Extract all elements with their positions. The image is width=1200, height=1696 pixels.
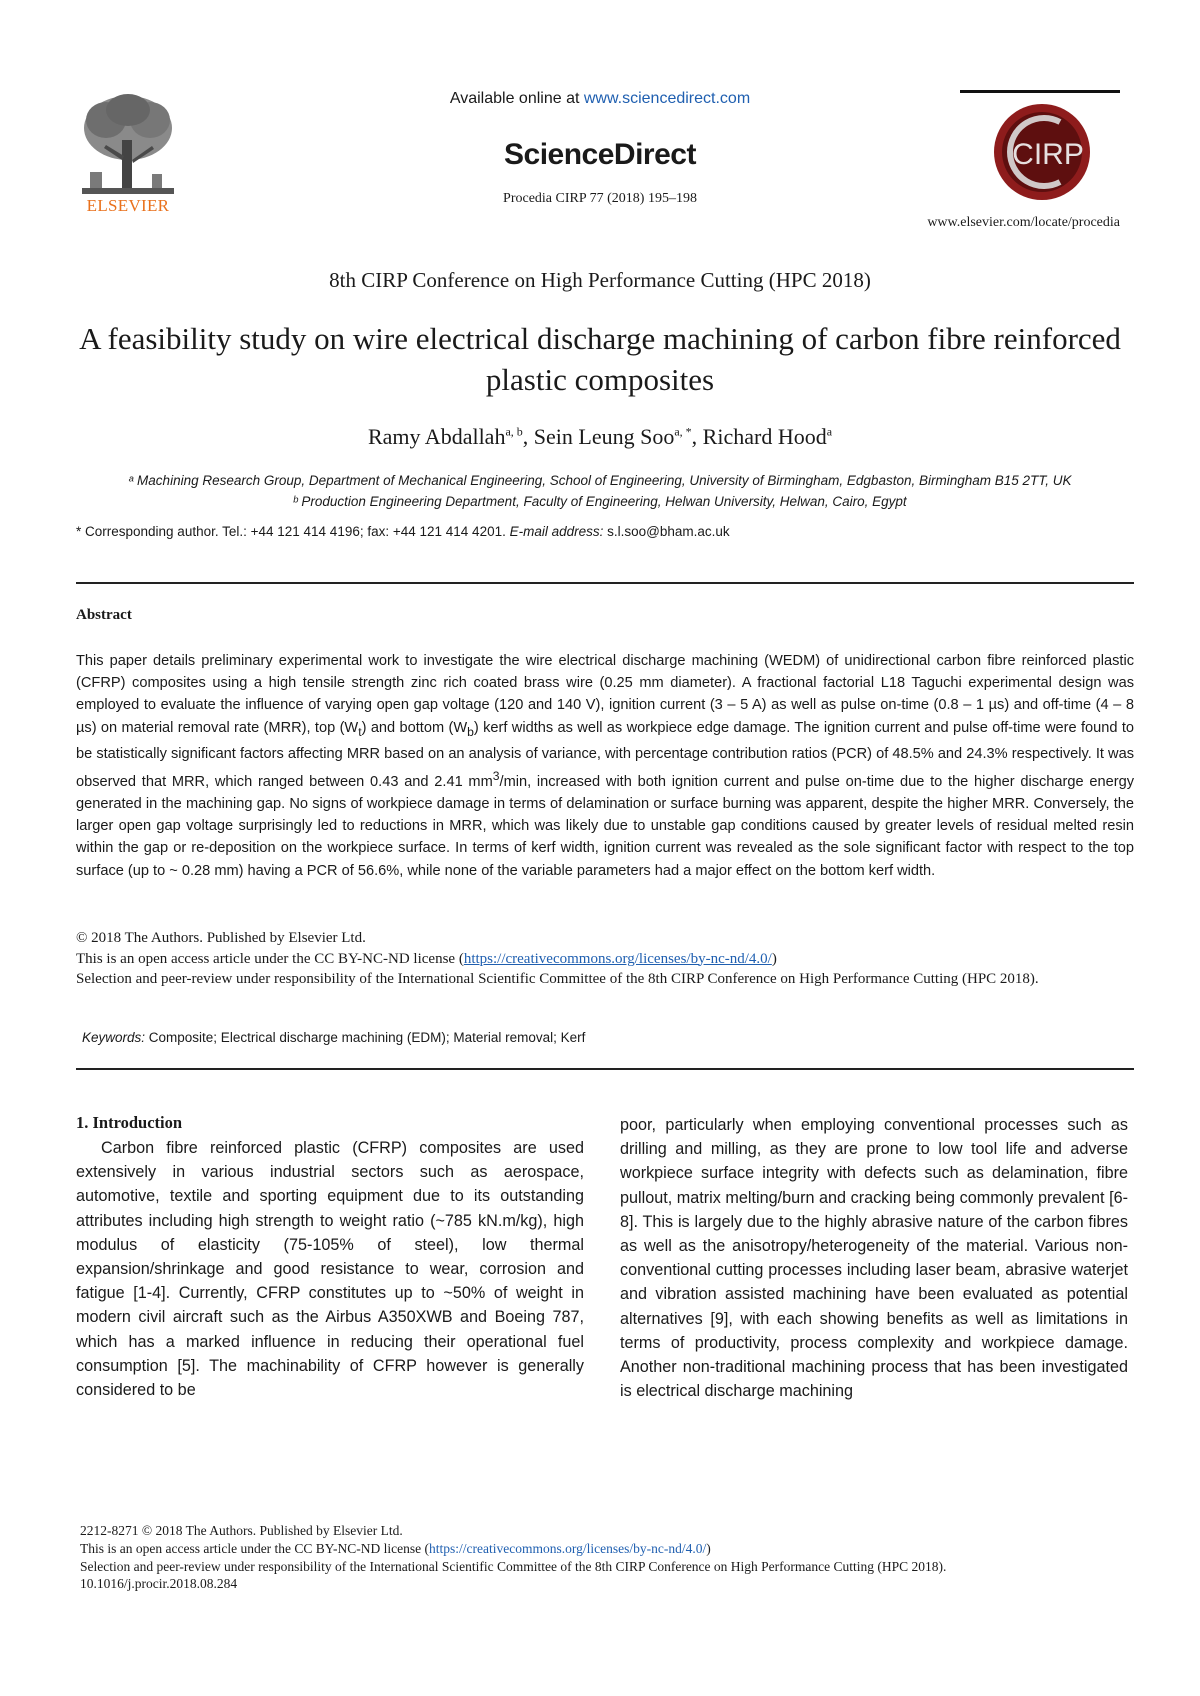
cirp-logo-text: CIRP [1012, 138, 1084, 171]
corresponding-details: * Corresponding author. Tel.: +44 121 414 4196; fax: +44 121 414 4201. [76, 524, 510, 539]
section-rule-top [76, 582, 1134, 584]
peer-review-line: Selection and peer-review under responsibility of the International Scientific Committee of the 8th CIRP Conference on High Performance Cutting (HPC 2018). [76, 971, 1039, 987]
abstract-part: This paper details preliminary experimental work to investigate the wire electrical discharge machining (WEDM) of unidirectional carbon fibre reinforced plastic (CFRP) composites using a high tensile strength zinc rich coated brass wire (0.25 mm diameter). A fractional factorial L18 Taguchi experimental design was employed to evaluate the influence of varying open gap voltage (120 and 140 V), ignition current (3 – 5 A) as well as pulse on-time (0.8 – 1 µs) and off-time (4 – 8 µs) on material removal rate (MRR), top (W [76, 653, 1134, 736]
abstract-text [76, 650, 1134, 882]
author-name: Ramy Abdallah [367, 424, 506, 449]
email-address[interactable]: s.l.soo@bham.ac.uk [603, 524, 730, 539]
keywords-list: Composite; Electrical discharge machining (EDM); Material removal; Kerf [145, 1030, 586, 1045]
author-affiliation-mark: a [826, 424, 833, 439]
footer-license-line [80, 1540, 1130, 1558]
abstract-heading: Abstract [76, 607, 132, 623]
abstract-part: ) kerf widths as well as workpiece edge damage. The ignition current and pulse off-time were found to be statistically significant factors affecting MRR based on an analysis of variance, with percentage contribution ratios (PCR) of 48.5% and 24.3% respectively. It was observed that MRR, which ranged between 0.43 and 2.41 mm [76, 719, 1134, 790]
footer-license-link[interactable]: https://creativecommons.org/licenses/by-nc-nd/4.0/ [429, 1540, 707, 1556]
footer-license-prefix: This is an open access article under the CC BY-NC-ND license ( [80, 1540, 430, 1556]
subscript-t: t [358, 724, 362, 739]
email-label: E-mail address: [509, 524, 604, 539]
cirp-top-rule [960, 90, 1120, 93]
license-link[interactable]: https://creativecommons.org/licenses/by-nc-nd/4.0/ [463, 950, 772, 967]
affiliation-b: ᵇ Production Engineering Department, Faculty of Engineering, Helwan University, Helwan, Cairo, Egypt [293, 494, 907, 509]
keywords-label: Keywords: [82, 1030, 146, 1045]
conference-name: 8th CIRP Conference on High Performance Cutting (HPC 2018) [329, 268, 871, 292]
available-prefix: Available online at [449, 90, 584, 107]
body-column-right: poor, particularly when employing conventional processes such as drilling and milling, as they are prone to low tool life and adverse workpiece surface integrity with defects such as delamination, fibre pullout, matrix melting/burn and cracking being commonly prevalent [6-8]. This is largely due to the highly abrasive nature of the carbon fibres as well as the anisotropy/heterogeneity of the material. Various non-conventional cutting processes including laser beam, abrasive waterjet and vibration assisted machining have been evaluated as potential alternatives [9], with each showing benefits as well as limitations in terms of productivity, process complexity and workpiece damage. Another non-traditional machining process that has been investigated is electrical discharge machining [620, 1116, 1128, 1401]
footer-block [80, 1522, 1130, 1593]
sciencedirect-link[interactable]: www.sciencedirect.com [583, 90, 751, 107]
subscript-b: b [467, 724, 474, 739]
section-heading-introduction: 1. Introduction [76, 1113, 183, 1132]
author-name: Sein Leung Soo [533, 424, 675, 449]
corresponding-author [76, 524, 1124, 539]
abstract-part: ) and bottom (W [361, 719, 468, 736]
elsevier-wordmark: ELSEVIER [86, 196, 170, 215]
footer-license-suffix: ) [706, 1540, 711, 1556]
author-list [76, 424, 1124, 450]
paper-title: A feasibility study on wire electrical discharge machining of carbon fibre reinforced plastic composites [79, 321, 1121, 397]
author-separator: , [522, 424, 534, 449]
author-name: Richard Hood [702, 424, 827, 449]
author-separator: , [691, 424, 703, 449]
license-suffix: ) [771, 950, 777, 967]
copyright-line: © 2018 The Authors. Published by Elsevier Ltd. [76, 930, 366, 946]
copyright-block [76, 928, 1134, 990]
issn-line: 2212-8271 © 2018 The Authors. Published by Elsevier Ltd. [80, 1523, 403, 1538]
license-line [76, 949, 1134, 970]
affiliation-a: ᵃ Machining Research Group, Department of Mechanical Engineering, School of Engineering, University of Birmingham, Edgbaston, Birmingham B15 2TT, UK [128, 473, 1072, 488]
available-online-line [300, 90, 900, 108]
section-rule-bottom [76, 1068, 1134, 1070]
keywords-line [82, 1030, 1132, 1045]
abstract-part: /min, increased with both ignition current and pulse on-time due to the higher discharge energy generated in the machining gap. No signs of workpiece damage in terms of delamination or surface burning was apparent, despite the higher MRR. Conversely, the larger open gap voltage surprisingly led to reductions in MRR, which was likely due to unstable gap conditions caused by greater levels of residual melted resin within the gap or re-deposition on the workpiece surface. In terms of kerf width, ignition current was revealed as the sole significant factor with respect to the top surface (up to ~ 0.28 mm) having a PCR of 56.6%, while none of the variable parameters had a major effect on the bottom kerf width. [76, 773, 1134, 879]
license-prefix: This is an open access article under the CC BY-NC-ND license ( [76, 950, 464, 967]
journal-reference: Procedia CIRP 77 (2018) 195–198 [503, 191, 697, 206]
elsevier-tree-logo [76, 90, 180, 212]
footer-peer-review-line: Selection and peer-review under responsibility of the International Scientific Committee of the 8th CIRP Conference on High Performance Cutting (HPC 2018). [80, 1558, 947, 1574]
author-affiliation-mark: a, b [505, 424, 523, 439]
superscript-3: 3 [492, 768, 500, 783]
author-affiliation-mark: a, * [674, 424, 692, 439]
procedia-url[interactable]: www.elsevier.com/locate/procedia [927, 215, 1120, 230]
cirp-logo [990, 100, 1094, 204]
body-column-left: Carbon fibre reinforced plastic (CFRP) composites are used extensively in various industrial sectors such as aerospace, automotive, textile and sporting equipment due to its outstanding attributes including high strength to weight ratio (~785 kN.m/kg), high modulus of elasticity (75-105% of steel), low thermal expansion/shrinkage and good resistance to wear, corrosion and fatigue [1-4]. Currently, CFRP constitutes up to ~50% of weight in modern civil aircraft such as the Airbus A350XWB and Boeing 787, which has a marked influence in reducing their operational fuel consumption [5]. The machinability of CFRP however is generally considered to be [76, 1139, 584, 1400]
doi-line[interactable]: 10.1016/j.procir.2018.08.284 [80, 1576, 238, 1592]
sciencedirect-wordmark: ScienceDirect [504, 138, 696, 171]
